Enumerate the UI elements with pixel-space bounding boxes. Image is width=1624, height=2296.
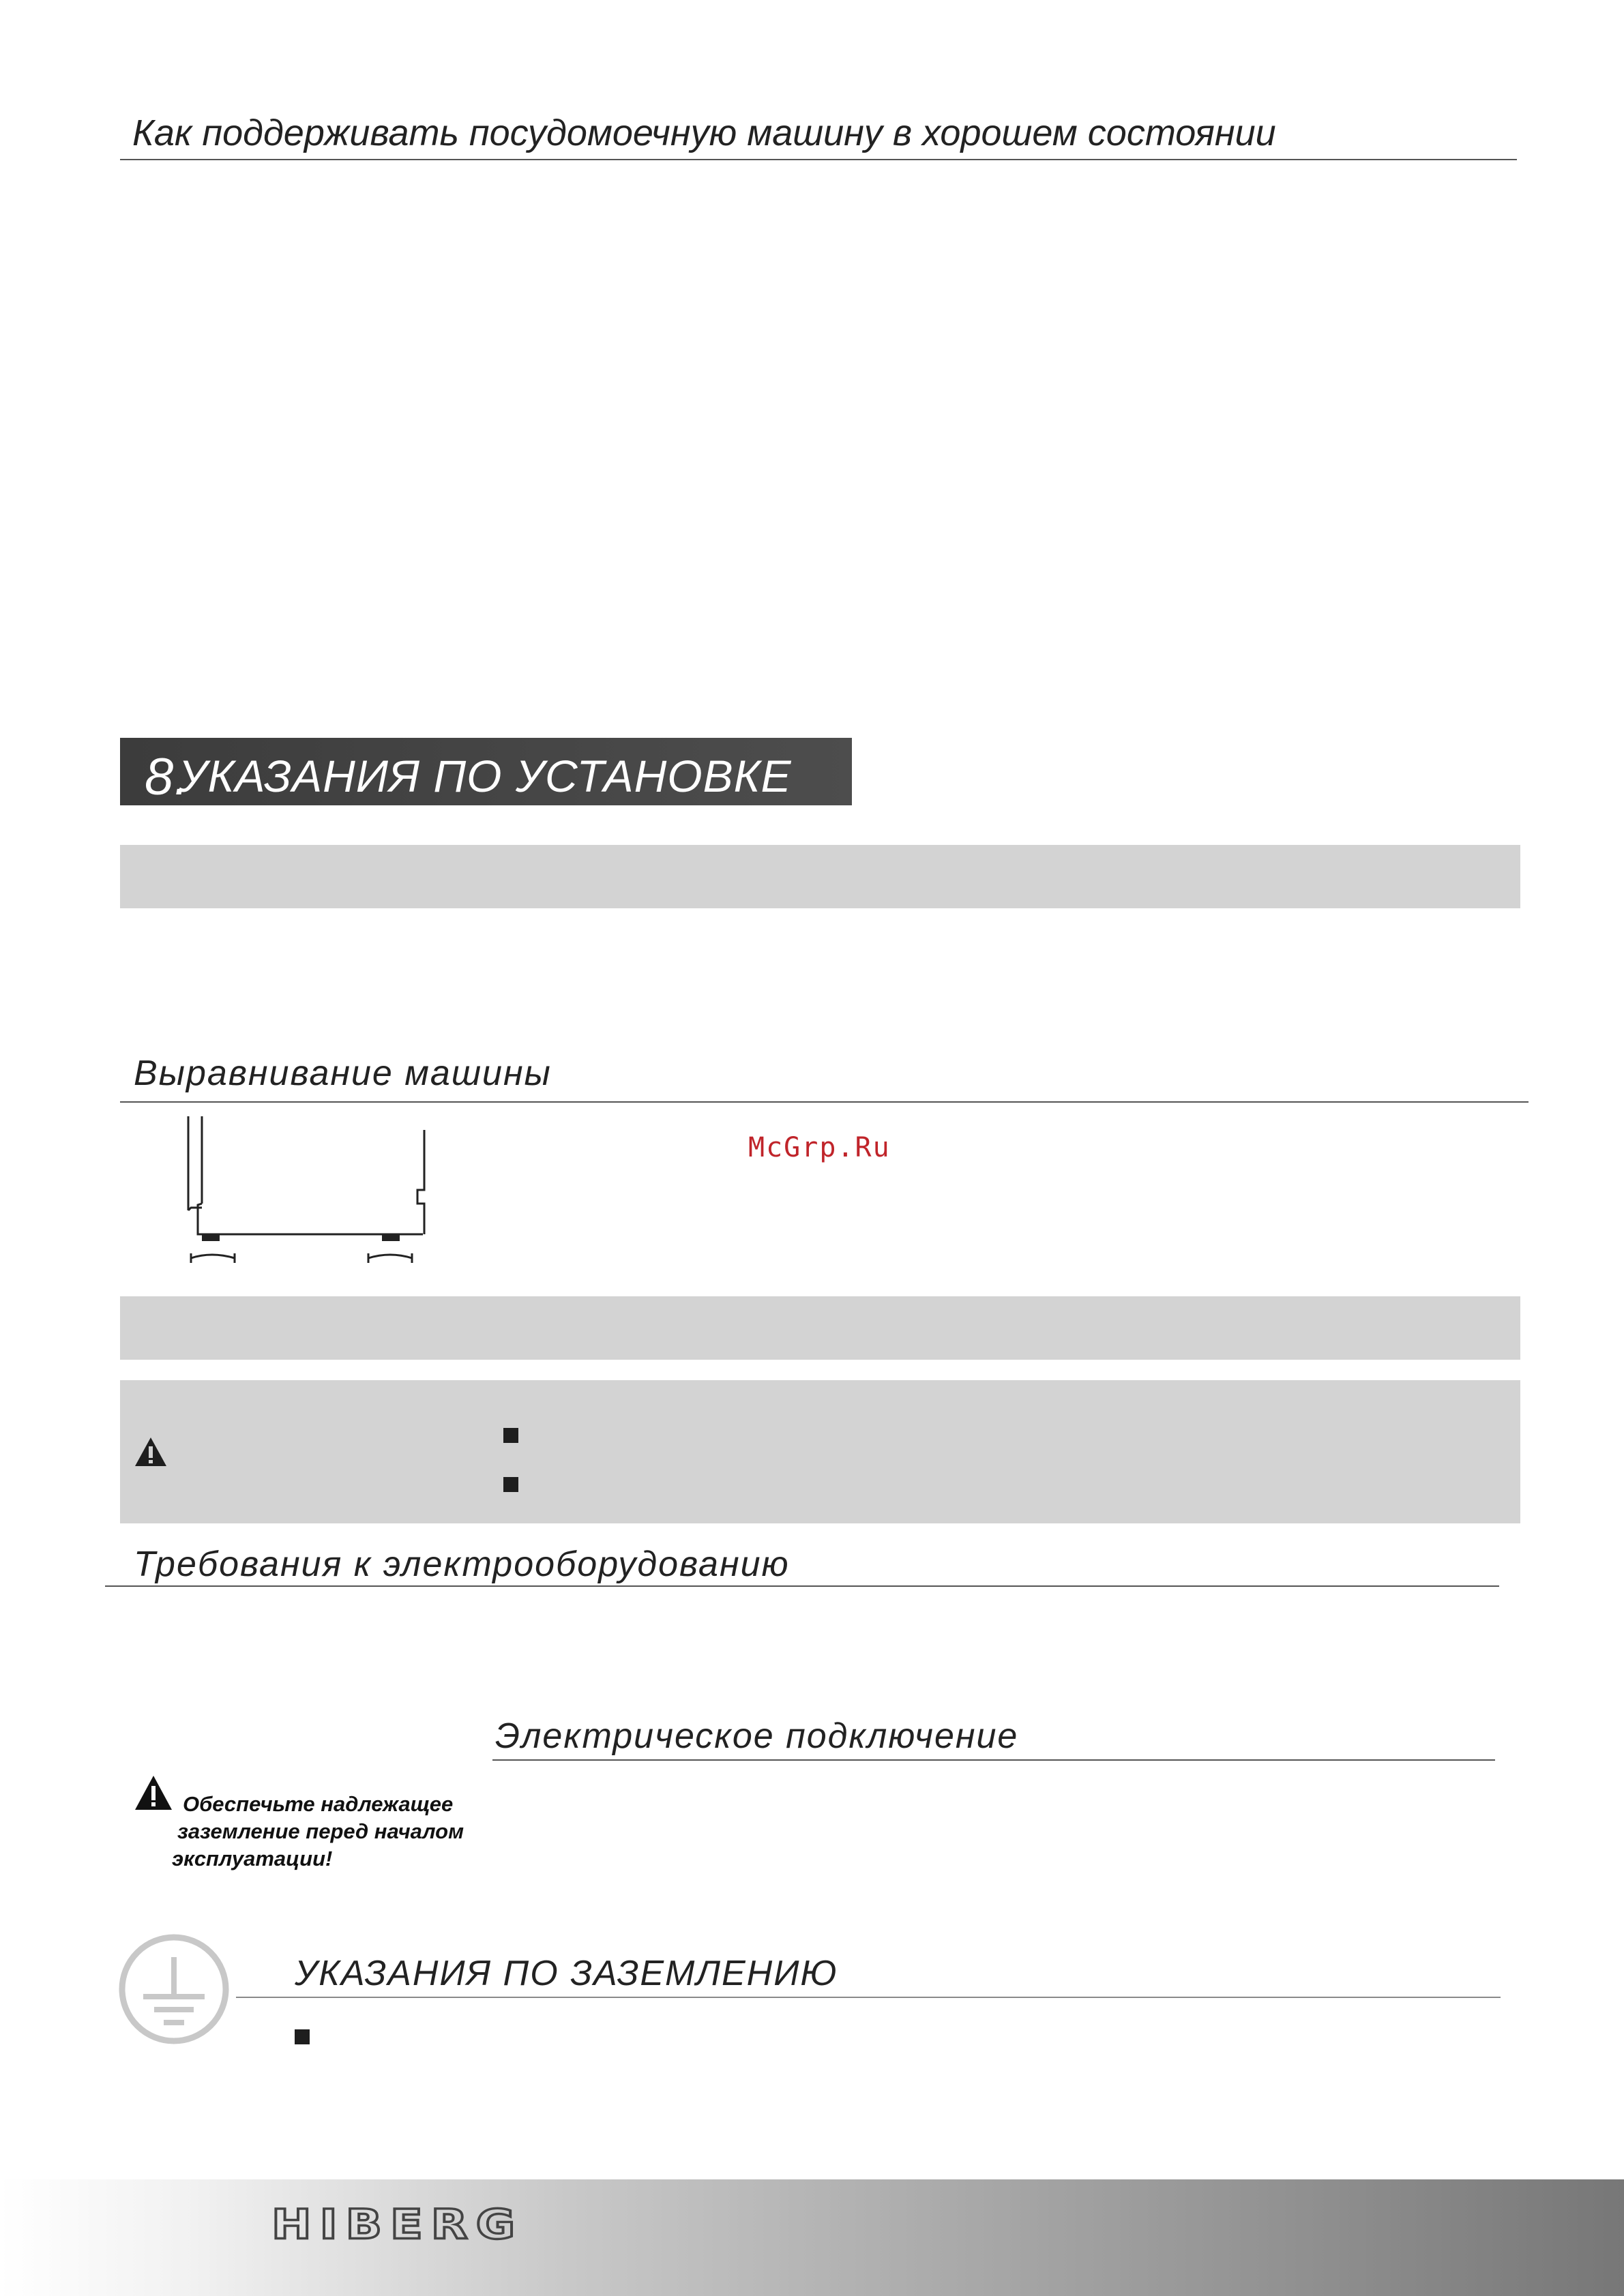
warning-note-line-3: эксплуатации! xyxy=(172,1847,333,1870)
right-foot xyxy=(382,1234,400,1241)
leveling-rule xyxy=(120,1101,1529,1103)
square-bullet-icon xyxy=(503,1428,518,1443)
electrical-connection-heading: Электрическое подключение xyxy=(495,1716,1019,1756)
warning-box xyxy=(120,1380,1520,1523)
leveling-diagram xyxy=(177,1115,437,1279)
grey-info-bar-1 xyxy=(120,845,1520,908)
electrical-connection-rule xyxy=(492,1759,1495,1761)
section-title: 8.УКАЗАНИЯ ПО УСТАНОВКЕ xyxy=(145,748,792,806)
square-bullet-icon xyxy=(503,1477,518,1492)
maintenance-heading: Как поддерживать посудомоечную машину в хорошем состоянии xyxy=(132,113,1276,153)
square-bullet-icon xyxy=(295,2029,310,2044)
grounding-rule xyxy=(236,1997,1501,1998)
electrical-requirements-rule xyxy=(105,1585,1499,1587)
electrical-requirements-heading: Требования к электрооборудованию xyxy=(134,1545,790,1584)
leveling-heading: Выравнивание машины xyxy=(134,1054,552,1093)
warning-triangle-icon xyxy=(134,1436,168,1467)
section-banner xyxy=(120,738,852,805)
brand-logo: HIBERG xyxy=(271,2201,524,2248)
warning-triangle-icon xyxy=(134,1774,173,1811)
maintenance-rule xyxy=(120,159,1517,160)
grounding-warning-note xyxy=(172,1791,464,1873)
left-foot xyxy=(202,1234,220,1241)
warning-note-line-1: Обеспечьте надлежащее xyxy=(183,1792,454,1816)
adjust-arrows-icon xyxy=(191,1253,412,1263)
warning-note-line-2: заземление перед началом xyxy=(177,1819,464,1843)
section-number: 8. xyxy=(145,748,190,806)
page-footer xyxy=(0,2179,1624,2296)
grounding-heading: УКАЗАНИЯ ПО ЗАЗЕМЛЕНИЮ xyxy=(295,1954,838,1993)
watermark-text: McGrp.Ru xyxy=(748,1132,891,1163)
ground-symbol-icon xyxy=(117,1933,231,2046)
grey-info-bar-2 xyxy=(120,1296,1520,1360)
